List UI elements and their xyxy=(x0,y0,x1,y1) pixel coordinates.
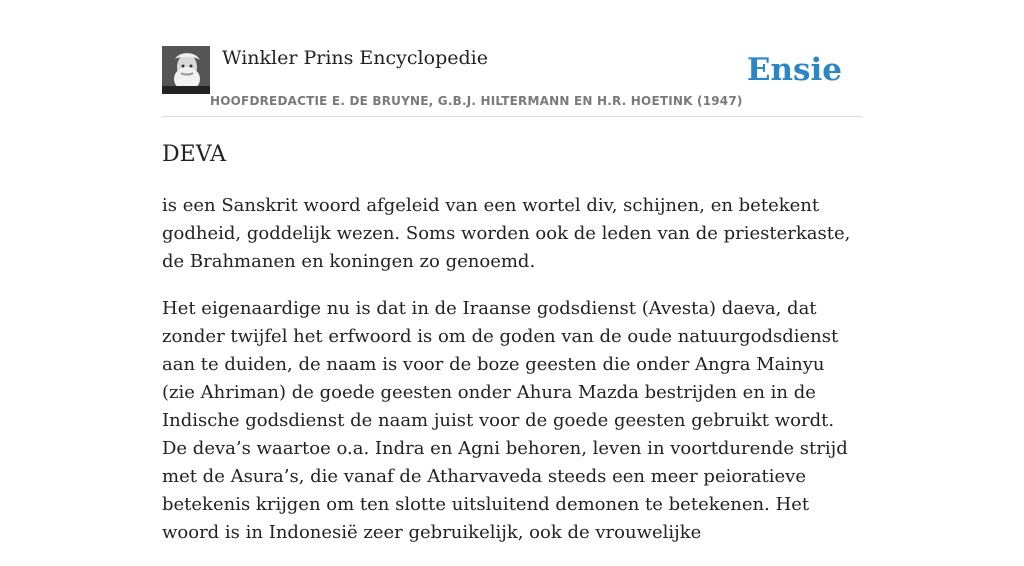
source-header xyxy=(162,44,862,117)
bearded-man-portrait-icon xyxy=(162,46,210,94)
source-name[interactable]: Winkler Prins Encyclopedie xyxy=(222,47,488,69)
entry-paragraph: is een Sanskrit woord afgeleid van een wortel div, schijnen, en betekent godheid, goddelijk wezen. Soms worden ook de leden van de priesterkaste, de Brahmanen en koningen zo genoemd. xyxy=(162,195,851,272)
entry-title: DEVA xyxy=(162,142,226,167)
entry-paragraph: Het eigenaardige nu is dat in de Iraanse godsdienst (Avesta) daeva, dat zonder twijfel het erfwoord is om de goden van de oude natuurgodsdienst aan te duiden, de naam is voor de boze geesten die onder Angra Mainyu (zie Ahriman) de goede geesten onder Ahura Mazda bestrijden en in de Indische godsdienst de naam juist voor de goede geesten gebruikt wordt. De deva’s waartoe o.a. Indra en Agni behoren, leven in voortdurende strijd met de Asura’s, die vanaf de Atharvaveda steeds een meer peioratieve betekenis krijgen om ten slotte uitsluitend demonen te betekenen. Het woord is in Indonesië zeer gebruikelijk, ook de vrouwelijke xyxy=(162,298,848,543)
author-avatar xyxy=(162,46,210,94)
editorial-credit: HOOFDREDACTIE E. DE BRUYNE, G.B.J. HILTERMANN EN H.R. HOETINK (1947) xyxy=(210,94,743,108)
ensie-logo-link[interactable]: Ensie xyxy=(746,52,842,88)
entry-body xyxy=(162,192,862,566)
